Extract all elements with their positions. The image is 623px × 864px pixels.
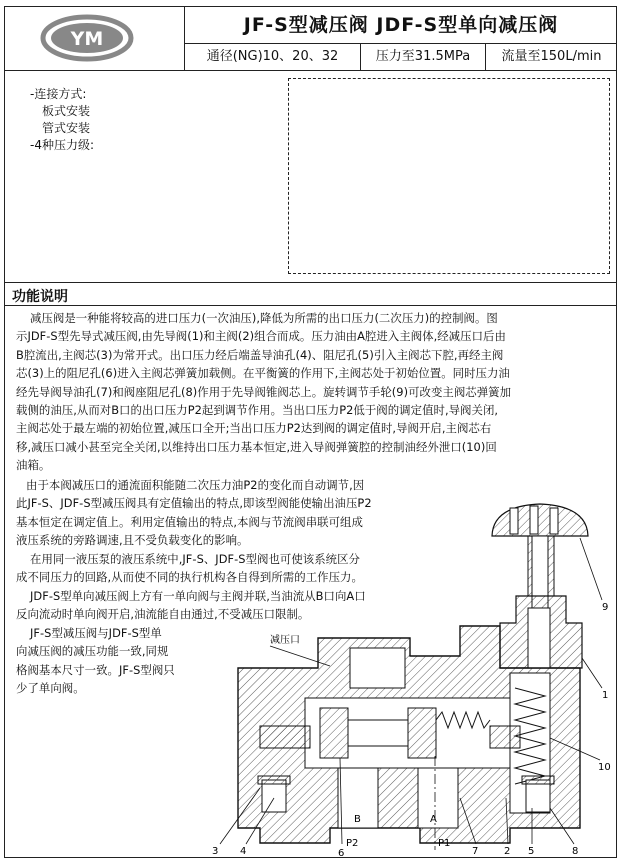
text-line: 基本恒定在调定值上。利用定值输出的特点,本阀与节流阀串联可组成	[16, 514, 363, 529]
section-divider-bottom	[4, 305, 617, 306]
section-title: 功能说明	[12, 289, 68, 305]
text-line: 成不同压力的回路,从而使不同的执行机构各自得到所需的工作压力。	[16, 570, 363, 585]
section-divider-top	[4, 282, 617, 283]
connection-item-pipe: 管式安装	[42, 121, 91, 135]
port-p1-label: P1	[438, 838, 451, 849]
text-line: 反向流动时单向阀开启,油流能自由通过,不受减压口限制。	[16, 607, 310, 622]
callout-6: 6	[338, 848, 345, 858]
callout-2: 2	[504, 846, 511, 857]
handwheel	[492, 504, 588, 536]
text-line: 载侧的油压,从而对B口的出口压力P2起到调节作用。当出口压力P2低于阀的调定值时,导阀关闭,	[16, 403, 499, 418]
callout-4: 4	[240, 846, 247, 857]
port-b-label: B	[354, 814, 361, 825]
text-line: 此JF-S、JDF-S型减压阀具有定值输出的特点,即该型阀能使输出油压P2	[16, 496, 372, 511]
text-line: 示JDF-S型先导式减压阀,由先导阀(1)和主阀(2)组合而成。压力油由A腔进入主阀体,经减压口后由	[16, 329, 506, 344]
spec-flow: 流量至150L/min	[501, 49, 602, 64]
paragraph-comparison	[16, 624, 216, 698]
port-a-label: A	[430, 814, 437, 825]
text-line: JF-S型减压阀与JDF-S型单	[30, 626, 162, 640]
text-line: 格阀基本尺寸一致。JF-S型阀只	[16, 662, 175, 677]
connection-heading: -连接方式:	[30, 87, 87, 101]
port-p2-label: P2	[346, 838, 359, 849]
callout-5: 5	[528, 846, 535, 857]
text-line: JDF-S型单向减压阀上方有一单向阀与主阀并联,当油流从B口向A口	[30, 589, 366, 603]
text-line: 移,减压口减小甚至完全关闭,以维持出口压力基本恒定,进入导阀弹簧腔的控制油经外泄口(10)回	[16, 439, 497, 454]
callout-9: 9	[602, 602, 609, 613]
text-line: 向减压阀的减压功能一致,同规	[16, 644, 169, 659]
spec-pressure: 压力至31.5MPa	[361, 44, 486, 70]
text-line: 由于本阀减压口的通流面积能随二次压力油P2的变化而自动调节,因	[26, 478, 365, 492]
callout-8: 8	[572, 846, 579, 857]
text-line: 芯(3)上的阻尼孔(6)进入主阀芯弹簧加载侧。在平衡簧的作用下,主阀芯处于初始位置。同时压力油	[16, 366, 510, 381]
header-divider	[4, 70, 617, 71]
valve-section-drawing	[210, 498, 615, 858]
company-logo	[40, 13, 134, 63]
logo-text: YM	[70, 28, 104, 50]
text-line: 主阀芯处于最左端的初始位置,减压口全开;当出口压力P2达到阀的调定值时,导阀开启,主阀芯右	[16, 421, 492, 436]
text-line: 少了单向阀。	[16, 681, 85, 696]
text-line: B腔流出,主阀芯(3)为常开式。出口压力经后端盖导油孔(4)、阻尼孔(5)引入主阀芯下腔,再经主阀	[16, 347, 504, 362]
page-title: JF-S型减压阀 JDF-S型单向减压阀	[185, 6, 617, 44]
label-reducing-port: 减压口	[270, 635, 300, 646]
paragraph-principle	[16, 309, 606, 475]
text-line: 液压系统的旁路调速,且不受负载变化的影响。	[16, 533, 249, 548]
callout-1: 1	[602, 690, 609, 701]
connection-options	[30, 86, 94, 154]
text-line: 减压阀是一种能将较高的进口压力(一次油压),降低为所需的出口压力(二次压力)的控制阀。图	[30, 311, 498, 325]
text-line: 在用同一液压泵的液压系统中,JF-S、JDF-S型阀也可使该系统区分	[30, 552, 360, 566]
connection-item-plate: 板式安装	[42, 104, 91, 118]
symbol-diagram-box	[288, 78, 610, 274]
pressure-levels-heading: -4种压力级:	[30, 138, 95, 152]
callout-7: 7	[472, 846, 479, 857]
logo-cell	[4, 6, 185, 70]
spec-nominal-size: 通径(NG)10、20、32	[185, 44, 361, 70]
text-line: 经先导阀导油孔(7)和阀座阻尼孔(8)作用于先导阀锥阀芯上。旋转调节手轮(9)可改变主阀芯弹簧加	[16, 384, 512, 399]
callout-10: 10	[598, 762, 611, 773]
text-line: 油箱。	[16, 458, 51, 473]
callout-3: 3	[212, 846, 219, 857]
